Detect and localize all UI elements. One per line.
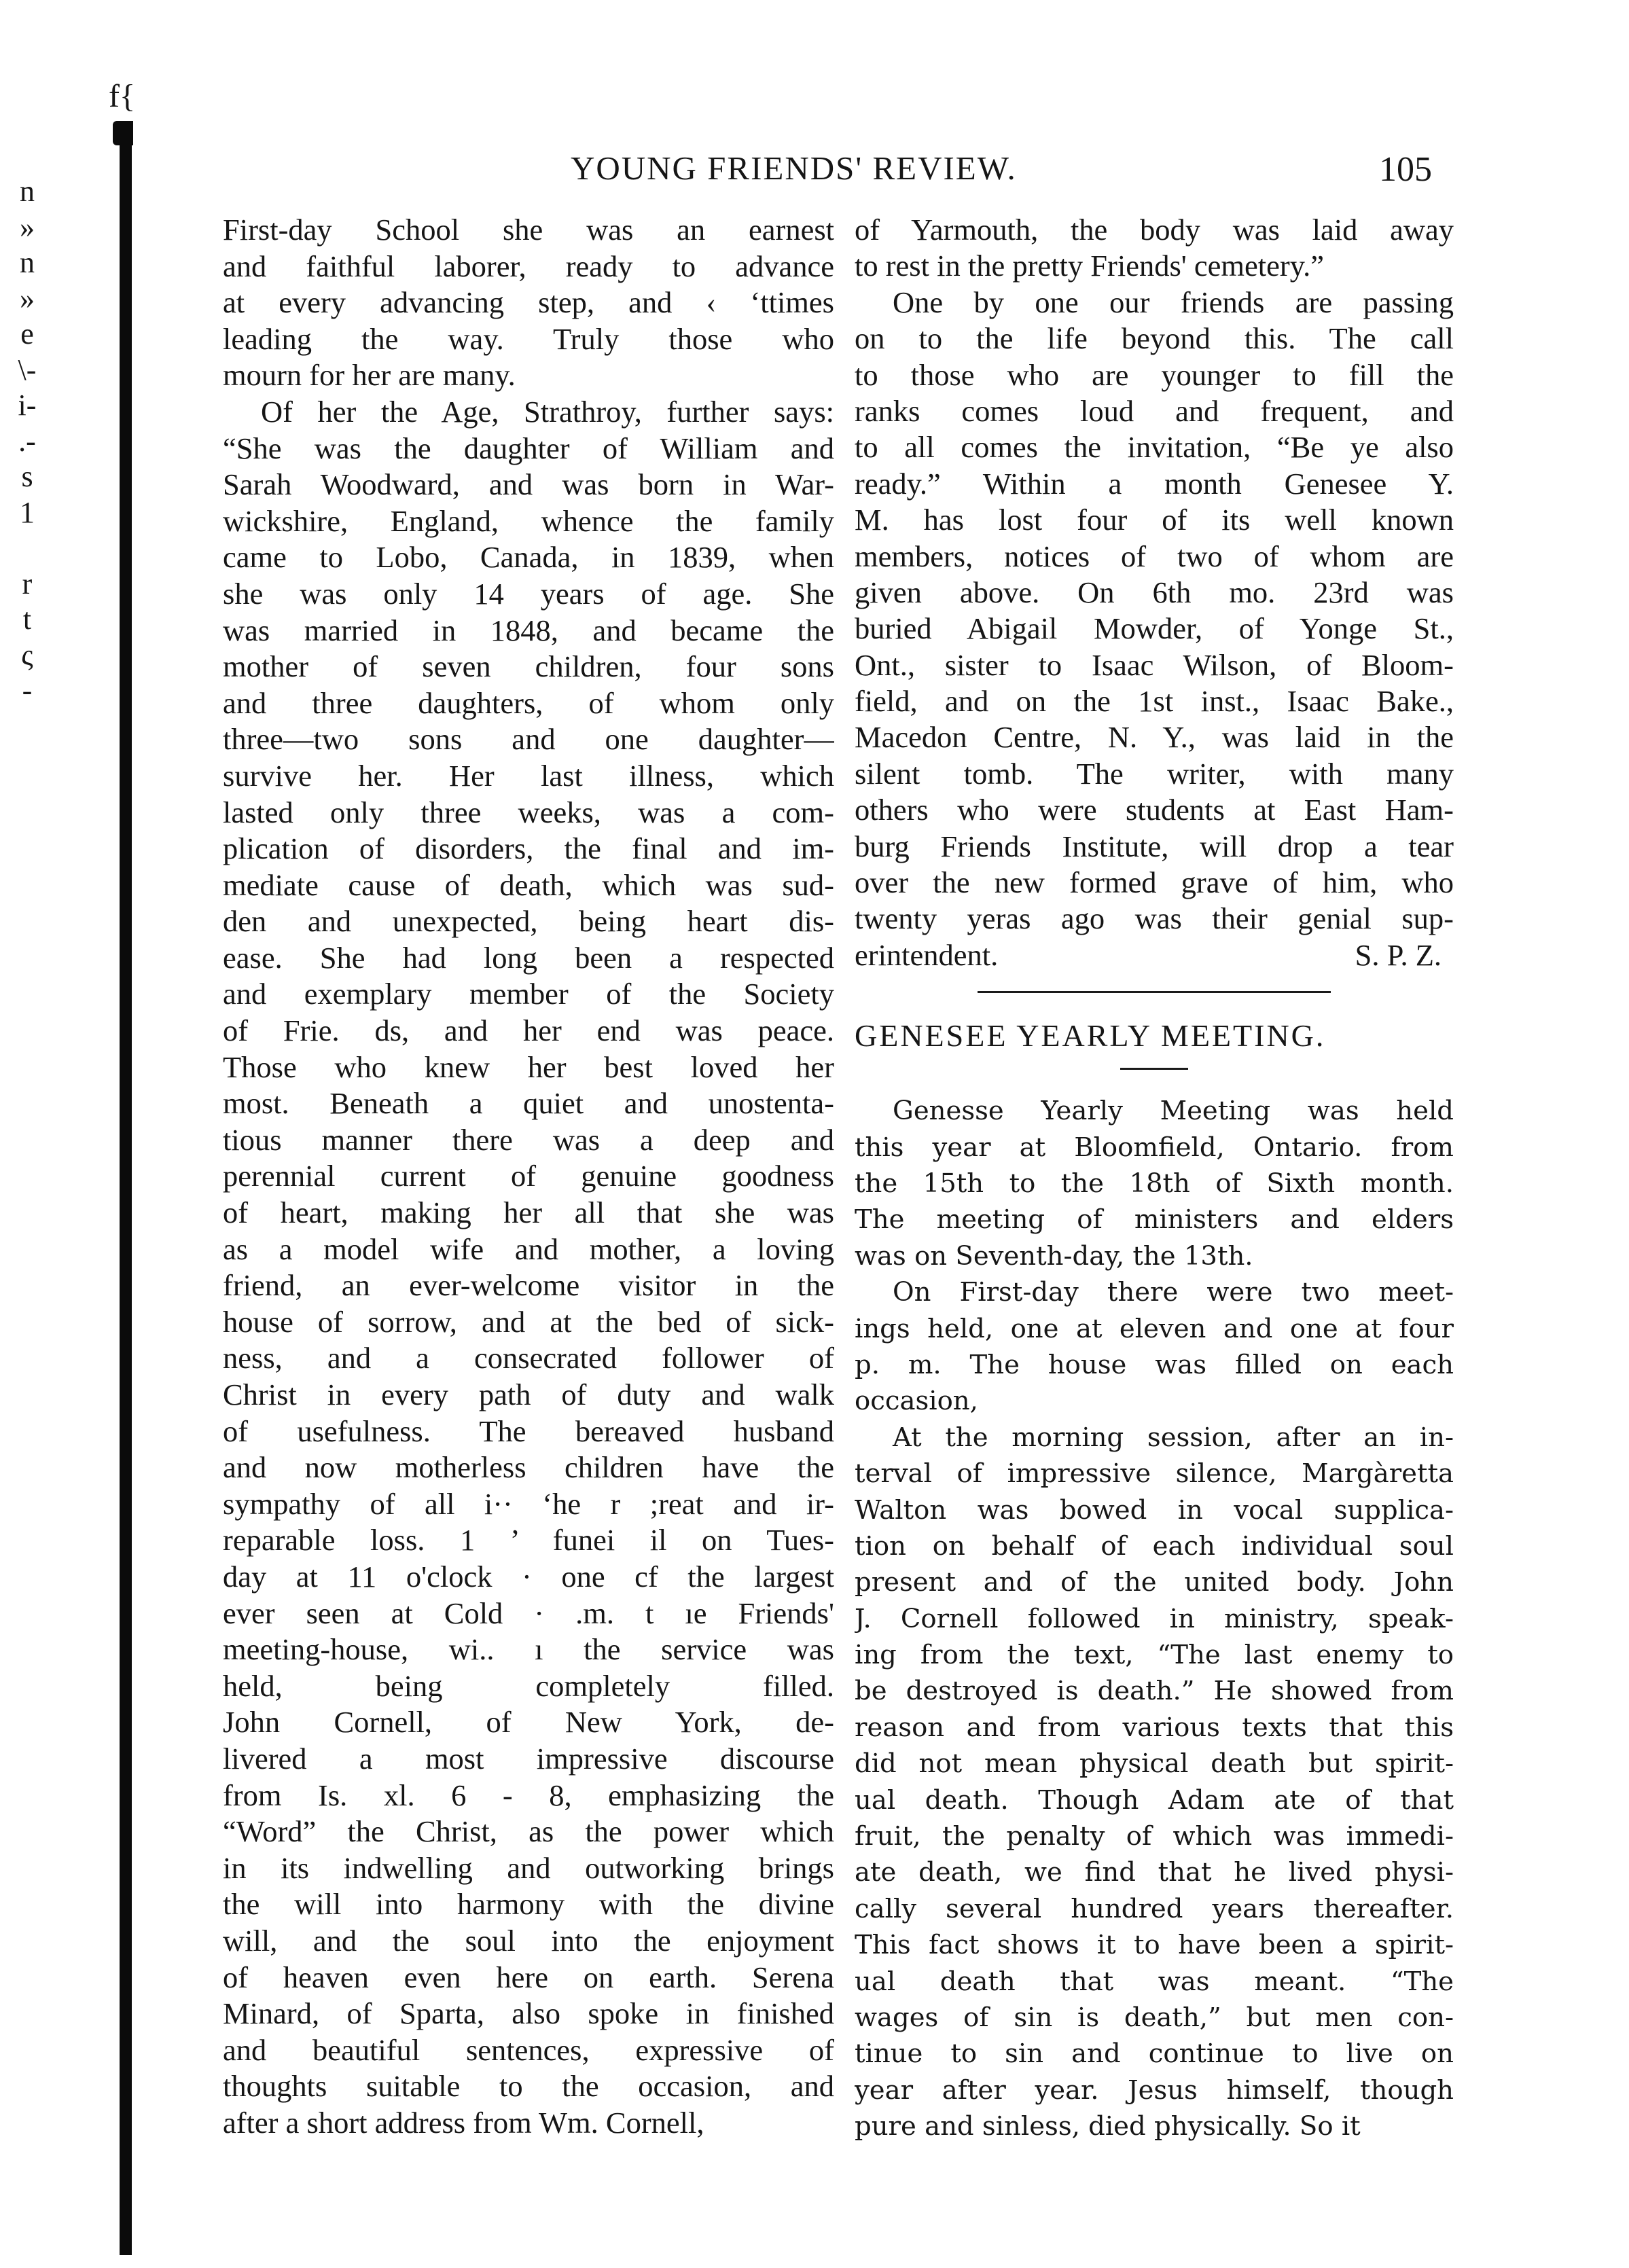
text-line: Those who knew her best loved her — [223, 1049, 834, 1084]
text-line: field, and on the 1st inst., Isaac Bake., — [855, 684, 1454, 719]
text-line: pure and sinless, died physically. So it — [855, 2111, 1361, 2142]
bleed-char: » — [20, 281, 35, 315]
bleed-char: n — [20, 175, 35, 208]
text-line: On First-day there were two meet- — [893, 1277, 1454, 1308]
text-line: this year at Bloomfield, Ontario. from — [855, 1132, 1454, 1163]
text-line: in its indwelling and outworking brings — [223, 1850, 834, 1885]
text-line: burg Friends Institute, will drop a tear — [855, 829, 1454, 863]
signature-line — [855, 937, 1454, 973]
bleed-char: i- — [18, 389, 37, 422]
text-line: Christ in every path of duty and walk — [223, 1378, 834, 1411]
text-line: reason and from various texts that this — [855, 1712, 1454, 1743]
text-line: of Frie. ds, and her end was peace. — [223, 1013, 834, 1048]
text-line: ease. She had long been a respected — [223, 940, 834, 975]
text-line: most. Beneath a quiet and unostenta- — [223, 1086, 834, 1121]
text-line: Walton was bowed in vocal supplica- — [855, 1494, 1454, 1526]
text-line: J. Cornell followed in ministry, speak- — [855, 1603, 1454, 1634]
text-line: Of her the Age, Strathroy, further says: — [261, 394, 834, 429]
text-line: was on Seventh-day, the 13th. — [855, 1240, 1253, 1272]
text-line: “She was the daughter of William and — [223, 431, 834, 465]
running-head: YOUNG FRIENDS' REVIEW. — [571, 149, 1017, 187]
text-line: wages of sin is death,” but men con- — [855, 2002, 1454, 2033]
text-line: livered a most impressive discourse — [223, 1741, 834, 1776]
text-line: will, and the soul into the enjoyment — [223, 1923, 834, 1958]
text-line: mediate cause of death, which was sud- — [223, 867, 834, 902]
text-line: reparable loss. 1 ’ funei il on Tues- — [223, 1523, 834, 1558]
text-line: she was only 14 years of age. She — [223, 576, 834, 611]
text-line: house of sorrow, and at the bed of sick- — [223, 1304, 834, 1339]
corner-mark: f{ — [109, 78, 136, 114]
text-line: tion on behalf of each individual soul — [855, 1530, 1454, 1562]
text-line: fruit, the penalty of which was immedi- — [855, 1821, 1454, 1852]
text-line: ready.” Within a month Genesee Y. — [855, 466, 1454, 501]
genesee-article — [855, 1093, 1454, 2144]
right-column — [855, 212, 1454, 2145]
text-line: and exemplary member of the Society — [223, 977, 834, 1011]
text-line: survive her. Her last illness, which — [223, 758, 834, 793]
text-line: “Word” the Christ, as the power which — [223, 1814, 834, 1849]
text-line: tinue to sin and continue to live on — [855, 2038, 1454, 2070]
text-line: was married in 1848, and became the — [223, 613, 834, 647]
text-line: of Yarmouth, the body was laid away — [855, 213, 1454, 247]
text-line: ings held, one at eleven and one at four — [855, 1313, 1454, 1344]
text-line: year after year. Jesus himself, though — [855, 2074, 1454, 2106]
text-line: from Is. xl. 6 - 8, emphasizing the — [223, 1778, 834, 1812]
page-number: 105 — [1379, 150, 1432, 189]
bleed-char: .- — [18, 424, 36, 458]
text-line: and faithful laborer, ready to advance — [223, 249, 834, 283]
text-line: thoughts suitable to the occasion, and — [223, 2069, 834, 2104]
text-line: John Cornell, of New York, de- — [223, 1705, 834, 1740]
text-line: silent tomb. The writer, with many — [855, 756, 1454, 791]
text-line: friend, an ever-welcome visitor in the — [223, 1268, 834, 1303]
margin-bleed — [7, 174, 48, 709]
text-line: three—two sons and one daughter— — [223, 722, 834, 757]
text-line: den and unexpected, being heart dis- — [223, 904, 834, 939]
text-line: leading the way. Truly those who — [223, 321, 834, 356]
text-line: given above. On 6th mo. 23rd was — [855, 575, 1454, 609]
text-line: at every advancing step, and ‹ ‘ttimes — [223, 285, 834, 320]
text-line: mourn for her are many. — [223, 358, 516, 393]
text-line: to those who are younger to fill the — [855, 357, 1454, 392]
text-line: cally several hundred years thereafter. — [855, 1893, 1454, 1924]
text-line: perennial current of genuine goodness — [223, 1159, 834, 1193]
text-line: did not mean physical death but spirit- — [855, 1748, 1454, 1780]
obituary-continuation — [855, 212, 1454, 937]
bleed-char: t — [22, 602, 32, 636]
bleed-char: » — [20, 210, 35, 244]
text-line: Minard, of Sparta, also spoke in finished — [223, 1996, 834, 2031]
text-line: ing from the text, “The last enemy to — [855, 1640, 1454, 1671]
text-line: One by one our friends are passing — [893, 285, 1454, 319]
text-line: Macedon Centre, N. Y., was laid in the — [855, 720, 1454, 755]
text-line: ual death. Though Adam ate of that — [855, 1784, 1454, 1816]
text-line: M. has lost four of its well known — [855, 503, 1454, 537]
bleed-char: n — [20, 246, 35, 279]
text-line: of heaven even here on earth. Serena — [223, 1960, 834, 1994]
left-column — [223, 212, 834, 2141]
text-line: present and of the united body. John — [855, 1567, 1454, 1598]
text-line: meeting-house, wi.. ı the service was — [223, 1632, 834, 1667]
text-line: sympathy of all i·· ‘he r ;reat and ir- — [223, 1486, 834, 1521]
text-line: ate death, we find that he lived physi- — [855, 1857, 1454, 1888]
bleed-char: \- — [18, 353, 37, 386]
section-heading: GENESEE YEARLY MEETING. — [855, 1018, 1326, 1054]
text-line: plication of disorders, the final and im- — [223, 831, 834, 866]
text-line: ever seen at Cold · .m. t ıe Friends' — [223, 1596, 834, 1630]
text-line: lasted only three weeks, was a com- — [223, 795, 834, 829]
binding-spine — [120, 129, 132, 2255]
bleed-char: s — [21, 460, 33, 493]
text-line: mother of seven children, four sons — [223, 649, 834, 684]
text-line: Ont., sister to Isaac Wilson, of Bloom- — [855, 647, 1454, 682]
text-line: and now motherless children have the — [223, 1450, 834, 1485]
text-line: tious manner there was a deep and — [223, 1122, 834, 1157]
signature-text: erintendent. — [855, 937, 999, 972]
text-line: to rest in the pretty Friends' cemetery.” — [855, 249, 1324, 283]
text-line: buried Abigail Mowder, of Yonge St., — [855, 611, 1454, 646]
text-line: others who were students at East Ham- — [855, 793, 1454, 827]
text-line: the 15th to the 18th of Sixth month. — [855, 1168, 1454, 1199]
text-line: came to Lobo, Canada, in 1839, when — [223, 540, 834, 575]
bleed-char — [7, 530, 48, 566]
text-line: ness, and a consecrated follower of — [223, 1341, 834, 1375]
text-line: on to the life beyond this. The call — [855, 321, 1454, 356]
text-line: Genesse Yearly Meeting was held — [893, 1096, 1454, 1127]
text-line: and three daughters, of whom only — [223, 685, 834, 720]
text-line: held, being completely filled. — [223, 1668, 834, 1703]
text-line: Sarah Woodward, and was born in War- — [223, 467, 834, 502]
text-line: At the morning session, after an in- — [893, 1422, 1454, 1453]
text-line: the will into harmony with the divine — [223, 1887, 834, 1922]
text-line: The meeting of ministers and elders — [855, 1204, 1454, 1236]
text-line: p. m. The house was filled on each — [855, 1349, 1454, 1380]
text-line: wickshire, England, whence the family — [223, 503, 834, 538]
text-line: over the new formed grave of him, who — [855, 865, 1454, 900]
text-line: First-day School she was an earnest — [223, 213, 834, 247]
bleed-char: e — [20, 317, 34, 350]
text-line: to all comes the invitation, “Be ye also — [855, 430, 1454, 465]
text-line: be destroyed is death.” He showed from — [855, 1676, 1454, 1707]
heading-rule — [1120, 1068, 1188, 1070]
text-line: of usefulness. The bereaved husband — [223, 1414, 834, 1448]
text-line: twenty yeras ago was their genial sup- — [855, 901, 1454, 936]
text-line: members, notices of two of whom are — [855, 539, 1454, 573]
text-line: This fact shows it to have been a spirit- — [855, 1930, 1454, 1961]
text-line: of heart, making her all that she was — [223, 1195, 834, 1230]
text-line: day at 11 o'clock · one cf the largest — [223, 1559, 834, 1594]
text-line: after a short address from Wm. Cornell, — [223, 2105, 704, 2140]
section-divider — [978, 991, 1331, 993]
text-line: ranks comes loud and frequent, and — [855, 393, 1454, 428]
text-line: occasion, — [855, 1386, 978, 1417]
bleed-char: ς — [21, 638, 33, 672]
signature-initials: S. P. Z. — [1355, 937, 1442, 972]
bleed-char: - — [22, 674, 33, 707]
text-line: terval of impressive silence, Margàretta — [855, 1458, 1454, 1490]
bleed-char: r — [22, 566, 33, 600]
text-line: ual death that was meant. “The — [855, 1966, 1454, 1997]
text-line: and beautiful sentences, expressive of — [223, 2032, 834, 2067]
bleed-char: 1 — [20, 495, 35, 529]
text-line: as a model wife and mother, a loving — [223, 1231, 834, 1266]
